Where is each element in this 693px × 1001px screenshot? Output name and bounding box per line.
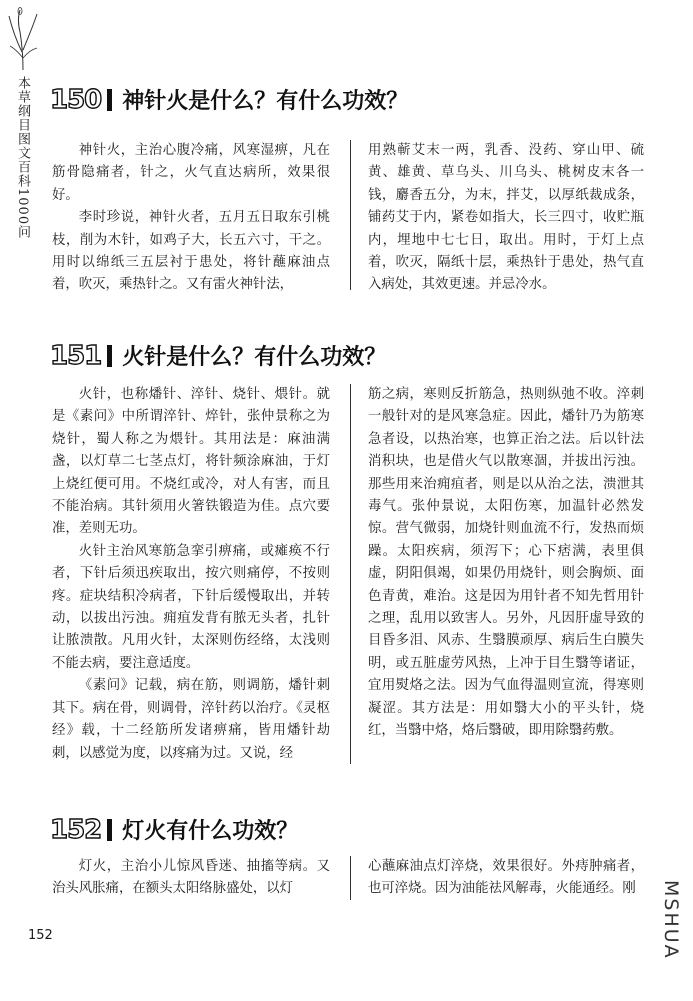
paragraph: 灯火，主治小儿惊风昏迷、抽搐等病。又治头风胀痛，在额头太阳络脉盛处，以灯: [52, 859, 330, 897]
column-divider: [350, 856, 351, 900]
section-number: 150: [50, 84, 102, 115]
heading-bar: [107, 89, 112, 111]
heading-bar: [107, 345, 112, 367]
page-number: 152: [28, 928, 53, 943]
paragraph: 用熟蕲艾末一两，乳香、没药、穿山甲、硫黄、雄黄、草乌头、川乌头、桃树皮末各一钱，麝香五分，为末，拌艾，以厚纸裁成条，铺药艾于内，紧卷如指大，长三四寸，收贮瓶内，埋地中七七日，取出。用时，于灯上点着，吹灭，隔纸十层，乘热针于患处，热气直入病处，其效更速。并忌冷水。: [368, 143, 644, 293]
plant-illustration-icon: [6, 6, 40, 72]
paragraph: 火针，也称燔针、淬针、烧针、煨针。就是《素问》中所谓淬针、焠针，张仲景称之为烧针，蜀人称之为煨针。其用法是：麻油满盏，以灯草二七茎点灯，将针频涂麻油，于灯上烧红便可用。不烧红或冷，对人有害，而且不能治病。其针须用火箸铁锻造为佳。点穴要准，差则无功。: [52, 387, 330, 537]
paragraph: 《素问》记载，病在筋，则调筋，燔针刺其下。病在骨，则调骨，淬针药以治疗。《灵枢经》载，十二经筋所发诸痹痛，皆用燔针劫刺，以感觉为度，以疼痛为过。又说，经: [52, 678, 330, 761]
section-152-right-column: [368, 856, 644, 901]
column-divider: [350, 140, 351, 290]
paragraph: 神针火，主治心腹冷痛，风寒湿痹，凡在筋骨隐痛者，针之，火气直达病所，效果很好。: [52, 143, 330, 203]
section-152-heading: [50, 814, 298, 845]
section-150-left-column: [52, 140, 330, 297]
section-151-right-column: [368, 384, 644, 743]
book-title-vertical: 本草纲目图文百科1000问: [15, 76, 30, 240]
section-title: 神针火是什么？有什么功效？: [122, 89, 409, 114]
section-151-heading: [50, 340, 386, 371]
watermark: MSHUA: [660, 880, 682, 960]
paragraph: 筋之病，寒则反折筋急，热则纵弛不收。淬刺一般针对的是风寒急症。因此，燔针乃为筋寒急者设，以热治寒，也算正治之法。后以针法消积块，也是借火气以散寒涸，并拔出污浊。那些用来治痈疽者，则是以从治之法，溃泄其毒气。张仲景说，太阳伤寒，加温针必然发惊。营气微弱，加烧针则血流不行，发热而烦躁。太阳疾病，须泻下；心下痞满，表里俱虚，阴阳俱竭，如果仍用烧针，则会胸烦、面色青黄，难治。这是因为用针者不知先哲用针之理，乱用以致害人。另外，凡因肝虚导致的目昏多泪、风赤、生翳膜顽厚、病后生白膜失明，或五脏虚劳风热，上冲于目生翳等诸证，宜用熨烙之法。因为气血得温则宣流，得寒则凝涩。其方法是：用如翳大小的平头针，烧红，当翳中烙，烙后翳破，即用除翳药敷。: [368, 387, 644, 739]
paragraph: 火针主治风寒筋急挛引痹痛，或瘫痪不行者，下针后须迅疾取出，按穴则痛停，不按则疼。症块结积冷病者，下针后缓慢取出，并转动，以拔出污浊。痈疽发背有脓无头者，扎针让脓溃散。凡用火针，太深则伤经络，太浅则不能去病，要注意适度。: [52, 543, 330, 671]
section-150-right-column: [368, 140, 644, 297]
paragraph: 心蘸麻油点灯淬烧，效果很好。外痔肿痛者，也可淬烧。因为油能祛风解毒，火能通经。刚: [368, 859, 644, 897]
section-152-left-column: [52, 856, 330, 901]
section-number: 152: [50, 814, 102, 845]
paragraph: 李时珍说，神针火者，五月五日取东引桃枝，削为木针，如鸡子大，长五六寸，干之。用时以绵纸三五层衬于患处，将针蘸麻油点着，吹灭，乘热针之。又有雷火神针法，: [52, 210, 330, 293]
section-title: 灯火有什么功效？: [122, 819, 299, 844]
section-150-heading: [50, 84, 408, 115]
column-divider: [350, 384, 351, 764]
section-number: 151: [50, 340, 102, 371]
section-151-left-column: [52, 384, 330, 765]
section-title: 火针是什么？有什么功效？: [122, 345, 387, 370]
heading-bar: [107, 819, 112, 841]
